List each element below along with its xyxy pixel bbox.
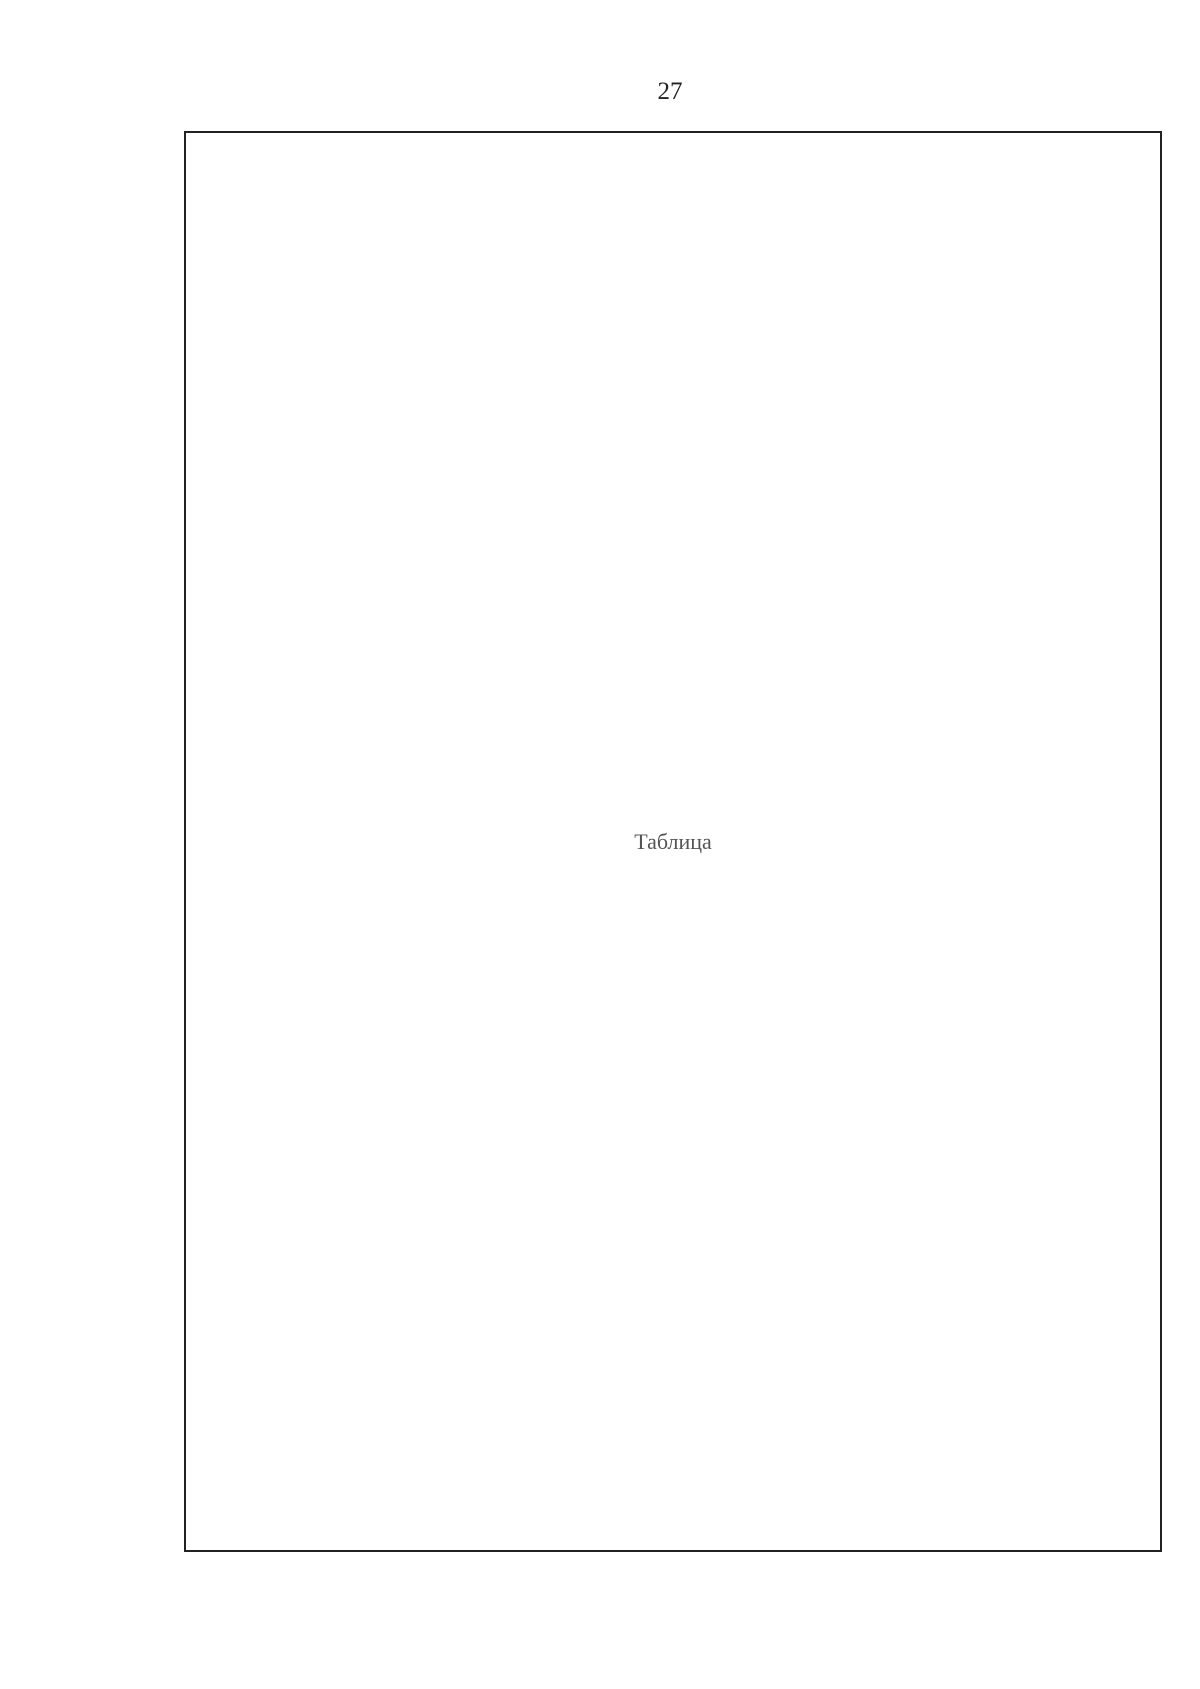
tariff-table [184,131,1162,1552]
tariff-table-label: Таблица [634,828,712,854]
page-number: 27 [657,78,683,105]
